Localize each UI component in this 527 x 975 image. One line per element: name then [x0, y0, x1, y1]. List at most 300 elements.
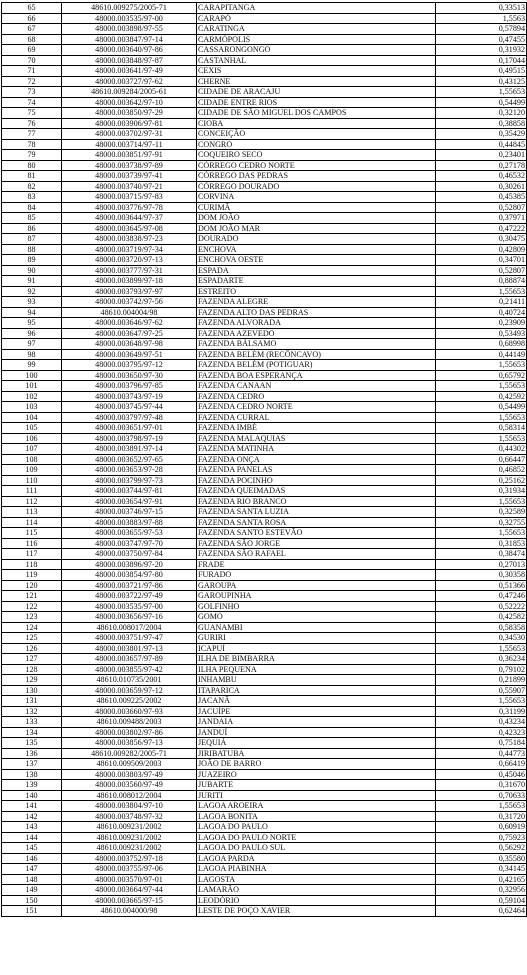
- row-number: 99: [2, 360, 62, 371]
- table-row: [2, 811, 527, 822]
- index-value: 0,31199: [436, 706, 527, 717]
- process-number: 48000.003722/97-49: [62, 591, 197, 602]
- process-number: 48000.003748/97-32: [62, 811, 197, 822]
- index-value: 0,30261: [436, 181, 527, 192]
- index-value: 0,32755: [436, 517, 527, 528]
- process-number: 48000.003535/97-00: [62, 601, 197, 612]
- process-number: 48000.003715/97-83: [62, 192, 197, 203]
- field-name: ESTREITO: [197, 286, 436, 297]
- table-row: [2, 685, 527, 696]
- process-number: 48000.003535/97-00: [62, 13, 197, 24]
- index-value: 0,44773: [436, 748, 527, 759]
- row-number: 114: [2, 517, 62, 528]
- index-value: 0,52222: [436, 601, 527, 612]
- index-value: 1,55653: [436, 381, 527, 392]
- row-number: 74: [2, 97, 62, 108]
- index-value: 0,31853: [436, 538, 527, 549]
- process-number: 48000.003850/97-29: [62, 108, 197, 119]
- row-number: 96: [2, 328, 62, 339]
- table-row: [2, 360, 527, 371]
- oil-field-table: [1, 2, 527, 917]
- process-number: 48000.003727/97-62: [62, 76, 197, 87]
- table-row: [2, 328, 527, 339]
- table-row: [2, 3, 527, 14]
- index-value: 0,38474: [436, 549, 527, 560]
- index-value: 0,62464: [436, 906, 527, 917]
- index-value: 0,35429: [436, 129, 527, 140]
- index-value: 0,37971: [436, 213, 527, 224]
- row-number: 137: [2, 759, 62, 770]
- table-row: [2, 192, 527, 203]
- field-name: GAROUPA: [197, 580, 436, 591]
- table-row: [2, 129, 527, 140]
- field-name: FAZENDA SÃO RAFAEL: [197, 549, 436, 560]
- process-number: 48000.003702/97-31: [62, 129, 197, 140]
- process-number: 48000.003660/97-93: [62, 706, 197, 717]
- process-number: 48610.004000/98: [62, 906, 197, 917]
- index-value: 0,21899: [436, 675, 527, 686]
- row-number: 125: [2, 633, 62, 644]
- field-name: ESPADA: [197, 265, 436, 276]
- process-number: 48000.003742/97-56: [62, 297, 197, 308]
- row-number: 112: [2, 496, 62, 507]
- field-name: FAZENDA SÃO JORGE: [197, 538, 436, 549]
- row-number: 142: [2, 811, 62, 822]
- table-row: [2, 265, 527, 276]
- field-name: ITAPARICA: [197, 685, 436, 696]
- field-name: INHAMBU: [197, 675, 436, 686]
- process-number: 48000.003803/97-49: [62, 769, 197, 780]
- field-name: CARMÓPOLIS: [197, 34, 436, 45]
- table-row: [2, 832, 527, 843]
- row-number: 130: [2, 685, 62, 696]
- table-row: [2, 643, 527, 654]
- field-name: JACUÍPE: [197, 706, 436, 717]
- field-name: FURADO: [197, 570, 436, 581]
- index-value: 0,30475: [436, 234, 527, 245]
- index-value: 0,34530: [436, 633, 527, 644]
- table-row: [2, 591, 527, 602]
- index-value: 0,38858: [436, 118, 527, 129]
- process-number: 48000.003664/97-44: [62, 885, 197, 896]
- field-name: FAZENDA BÁLSAMO: [197, 339, 436, 350]
- field-name: GAROUPINHA: [197, 591, 436, 602]
- index-value: 0,66419: [436, 759, 527, 770]
- index-value: 0,31932: [436, 45, 527, 56]
- process-number: 48610.009225/2002: [62, 696, 197, 707]
- process-number: 48000.003750/97-84: [62, 549, 197, 560]
- process-number: 48000.003720/97-13: [62, 255, 197, 266]
- process-number: 48000.003752/97-18: [62, 853, 197, 864]
- index-value: 0,40724: [436, 307, 527, 318]
- field-name: CIDADE DE SÃO MIGUEL DOS CAMPOS: [197, 108, 436, 119]
- process-number: 48000.003899/97-18: [62, 276, 197, 287]
- index-value: 0,49515: [436, 66, 527, 77]
- field-name: FAZENDA ALVORADA: [197, 318, 436, 329]
- process-number: 48000.003838/97-23: [62, 234, 197, 245]
- index-value: 0,65792: [436, 370, 527, 381]
- index-value: 1,55653: [436, 643, 527, 654]
- index-value: 0,17044: [436, 55, 527, 66]
- index-value: 0,88874: [436, 276, 527, 287]
- process-number: 48000.003560/97-49: [62, 780, 197, 791]
- row-number: 66: [2, 13, 62, 24]
- field-name: LAGOA PARDA: [197, 853, 436, 864]
- field-name: FAZENDA PANELAS: [197, 465, 436, 476]
- index-value: 0,66447: [436, 454, 527, 465]
- process-number: 48000.003641/97-49: [62, 66, 197, 77]
- table-row: [2, 885, 527, 896]
- table-row: [2, 664, 527, 675]
- table-row: [2, 717, 527, 728]
- field-name: DOM JOÃO MAR: [197, 223, 436, 234]
- index-value: 0,46852: [436, 465, 527, 476]
- table-row: [2, 748, 527, 759]
- process-number: 48000.003891/97-14: [62, 444, 197, 455]
- table-row: [2, 654, 527, 665]
- field-name: ESPADARTE: [197, 276, 436, 287]
- table-row: [2, 34, 527, 45]
- table-row: [2, 202, 527, 213]
- index-value: 0,52807: [436, 265, 527, 276]
- row-number: 122: [2, 601, 62, 612]
- table-row: [2, 349, 527, 360]
- index-value: 0,34701: [436, 255, 527, 266]
- table-row: [2, 475, 527, 486]
- row-number: 134: [2, 727, 62, 738]
- process-number: 48000.003777/97-31: [62, 265, 197, 276]
- process-number: 48000.003665/97-15: [62, 895, 197, 906]
- table-row: [2, 633, 527, 644]
- process-number: 48000.003739/97-41: [62, 171, 197, 182]
- index-value: 0,44149: [436, 349, 527, 360]
- row-number: 120: [2, 580, 62, 591]
- row-number: 94: [2, 307, 62, 318]
- row-number: 75: [2, 108, 62, 119]
- table-row: [2, 790, 527, 801]
- field-name: LAGOSTA: [197, 874, 436, 885]
- index-value: 1,55653: [436, 528, 527, 539]
- process-number: 48000.003801/97-13: [62, 643, 197, 654]
- process-number: 48000.003719/97-34: [62, 244, 197, 255]
- row-number: 110: [2, 475, 62, 486]
- table-row: [2, 507, 527, 518]
- index-value: 0,42592: [436, 391, 527, 402]
- index-value: 0,75184: [436, 738, 527, 749]
- table-row: [2, 843, 527, 854]
- table-row: [2, 769, 527, 780]
- row-number: 72: [2, 76, 62, 87]
- index-value: 0,21411: [436, 297, 527, 308]
- row-number: 104: [2, 412, 62, 423]
- index-value: 0,70633: [436, 790, 527, 801]
- process-number: 48000.003746/97-15: [62, 507, 197, 518]
- process-number: 48000.003640/97-86: [62, 45, 197, 56]
- table-row: [2, 286, 527, 297]
- process-number: 48000.003744/97-81: [62, 486, 197, 497]
- index-value: 0,42165: [436, 874, 527, 885]
- process-number: 48000.003855/97-42: [62, 664, 197, 675]
- field-name: LAGOA DO PAULO NORTE: [197, 832, 436, 843]
- field-name: FAZENDA CEDRO NORTE: [197, 402, 436, 413]
- field-name: CÓRREGO DOURADO: [197, 181, 436, 192]
- table-row: [2, 601, 527, 612]
- table-row: [2, 612, 527, 623]
- process-number: 48000.003896/97-20: [62, 559, 197, 570]
- field-name: FAZENDA SANTA LUZIA: [197, 507, 436, 518]
- index-value: 0,31670: [436, 780, 527, 791]
- row-number: 70: [2, 55, 62, 66]
- process-number: 48000.003645/97-08: [62, 223, 197, 234]
- index-value: 0,31720: [436, 811, 527, 822]
- process-number: 48610.009488/2003: [62, 717, 197, 728]
- row-number: 88: [2, 244, 62, 255]
- row-number: 107: [2, 444, 62, 455]
- index-value: 0,45046: [436, 769, 527, 780]
- process-number: 48000.003854/97-80: [62, 570, 197, 581]
- row-number: 76: [2, 118, 62, 129]
- index-value: 0,36234: [436, 654, 527, 665]
- index-value: 0,44302: [436, 444, 527, 455]
- row-number: 83: [2, 192, 62, 203]
- row-number: 141: [2, 801, 62, 812]
- field-name: LAGOA DO PAULO: [197, 822, 436, 833]
- process-number: 48000.003751/97-47: [62, 633, 197, 644]
- row-number: 89: [2, 255, 62, 266]
- field-name: FAZENDA ALEGRE: [197, 297, 436, 308]
- process-number: 48610.008012/2004: [62, 790, 197, 801]
- row-number: 67: [2, 24, 62, 35]
- index-value: 0,30358: [436, 570, 527, 581]
- field-name: FAZENDA BOA ESPERANÇA: [197, 370, 436, 381]
- row-number: 91: [2, 276, 62, 287]
- row-number: 103: [2, 402, 62, 413]
- field-name: GURIRI: [197, 633, 436, 644]
- row-number: 97: [2, 339, 62, 350]
- row-number: 129: [2, 675, 62, 686]
- table-row: [2, 307, 527, 318]
- row-number: 138: [2, 769, 62, 780]
- field-name: FAZENDA SANTA ROSA: [197, 517, 436, 528]
- table-row: [2, 423, 527, 434]
- process-number: 48610.009509/2003: [62, 759, 197, 770]
- table-row: [2, 13, 527, 24]
- row-number: 149: [2, 885, 62, 896]
- process-number: 48000.003648/97-98: [62, 339, 197, 350]
- field-name: ILHA DE BIMBARRA: [197, 654, 436, 665]
- index-value: 0,33513: [436, 3, 527, 14]
- field-name: FAZENDA AZEVEDO: [197, 328, 436, 339]
- field-name: JUBARTE: [197, 780, 436, 791]
- index-value: 0,27178: [436, 160, 527, 171]
- field-name: FAZENDA BELÉM (RECÔNCAVO): [197, 349, 436, 360]
- table-row: [2, 276, 527, 287]
- process-number: 48610.010735/2001: [62, 675, 197, 686]
- table-row: [2, 55, 527, 66]
- row-number: 101: [2, 381, 62, 392]
- field-name: LAGOA AROEIRA: [197, 801, 436, 812]
- table-row: [2, 24, 527, 35]
- row-number: 124: [2, 622, 62, 633]
- table-row: [2, 759, 527, 770]
- field-name: FAZENDA IMBÉ: [197, 423, 436, 434]
- field-name: CEXIS: [197, 66, 436, 77]
- field-name: JUAZEIRO: [197, 769, 436, 780]
- table-row: [2, 412, 527, 423]
- row-number: 132: [2, 706, 62, 717]
- field-name: JANDAIA: [197, 717, 436, 728]
- field-name: CARAPITANGA: [197, 3, 436, 14]
- row-number: 109: [2, 465, 62, 476]
- index-value: 0,46532: [436, 171, 527, 182]
- field-name: GOLFINHO: [197, 601, 436, 612]
- table-row: [2, 853, 527, 864]
- process-number: 48000.003654/97-91: [62, 496, 197, 507]
- row-number: 133: [2, 717, 62, 728]
- row-number: 145: [2, 843, 62, 854]
- field-name: LEODÓRIO: [197, 895, 436, 906]
- field-name: CÓRREGO CEDRO NORTE: [197, 160, 436, 171]
- row-number: 146: [2, 853, 62, 864]
- process-number: 48000.003656/97-16: [62, 612, 197, 623]
- row-number: 80: [2, 160, 62, 171]
- field-name: JIRIBATUBA: [197, 748, 436, 759]
- field-name: CONCEIÇÃO: [197, 129, 436, 140]
- process-number: 48000.003646/97-62: [62, 318, 197, 329]
- row-number: 147: [2, 864, 62, 875]
- index-value: 1,55653: [436, 496, 527, 507]
- row-number: 85: [2, 213, 62, 224]
- process-number: 48000.003659/97-12: [62, 685, 197, 696]
- field-name: FAZENDA BELÉM (POTIGUAR): [197, 360, 436, 371]
- process-number: 48000.003851/97-91: [62, 150, 197, 161]
- table-row: [2, 76, 527, 87]
- row-number: 78: [2, 139, 62, 150]
- field-name: LAGOA DO PAULO SUL: [197, 843, 436, 854]
- row-number: 148: [2, 874, 62, 885]
- field-name: FAZENDA CEDRO: [197, 391, 436, 402]
- process-number: 48000.003793/97-97: [62, 286, 197, 297]
- process-number: 48000.003799/97-73: [62, 475, 197, 486]
- row-number: 131: [2, 696, 62, 707]
- field-name: FAZENDA ONÇA: [197, 454, 436, 465]
- table-row: [2, 906, 527, 917]
- process-number: 48000.003883/97-88: [62, 517, 197, 528]
- field-name: CIDADE ENTRE RIOS: [197, 97, 436, 108]
- process-number: 48000.003652/97-65: [62, 454, 197, 465]
- index-value: 0,57894: [436, 24, 527, 35]
- process-number: 48000.003802/97-86: [62, 727, 197, 738]
- process-number: 48610.009231/2002: [62, 822, 197, 833]
- table-row: [2, 370, 527, 381]
- row-number: 123: [2, 612, 62, 623]
- process-number: 48000.003657/97-89: [62, 654, 197, 665]
- index-value: 0,59104: [436, 895, 527, 906]
- field-name: JEQUIÁ: [197, 738, 436, 749]
- table-body: [2, 3, 527, 917]
- row-number: 79: [2, 150, 62, 161]
- field-name: LAGOA PIABINHA: [197, 864, 436, 875]
- field-name: GOMO: [197, 612, 436, 623]
- row-number: 115: [2, 528, 62, 539]
- index-value: 0,79102: [436, 664, 527, 675]
- table-row: [2, 391, 527, 402]
- index-value: 1,55653: [436, 360, 527, 371]
- row-number: 68: [2, 34, 62, 45]
- row-number: 116: [2, 538, 62, 549]
- row-number: 65: [2, 3, 62, 14]
- table-row: [2, 738, 527, 749]
- index-value: 0,58358: [436, 622, 527, 633]
- table-row: [2, 118, 527, 129]
- table-row: [2, 150, 527, 161]
- row-number: 150: [2, 895, 62, 906]
- process-number: 48000.003649/97-51: [62, 349, 197, 360]
- table-row: [2, 675, 527, 686]
- index-value: 0,44845: [436, 139, 527, 150]
- field-name: CARATINGA: [197, 24, 436, 35]
- index-value: 0,42323: [436, 727, 527, 738]
- index-value: 0,32589: [436, 507, 527, 518]
- field-name: FAZENDA QUEIMADAS: [197, 486, 436, 497]
- table-row: [2, 433, 527, 444]
- row-number: 87: [2, 234, 62, 245]
- table-row: [2, 895, 527, 906]
- process-number: 48610.009284/2005-61: [62, 87, 197, 98]
- field-name: DOM JOÃO: [197, 213, 436, 224]
- table-row: [2, 444, 527, 455]
- table-row: [2, 696, 527, 707]
- index-value: 1,55653: [436, 433, 527, 444]
- process-number: 48610.009275/2005-71: [62, 3, 197, 14]
- row-number: 108: [2, 454, 62, 465]
- table-row: [2, 108, 527, 119]
- process-number: 48000.003745/97-44: [62, 402, 197, 413]
- row-number: 121: [2, 591, 62, 602]
- table-row: [2, 517, 527, 528]
- process-number: 48000.003776/97-78: [62, 202, 197, 213]
- table-row: [2, 66, 527, 77]
- table-row: [2, 223, 527, 234]
- table-row: [2, 318, 527, 329]
- row-number: 139: [2, 780, 62, 791]
- index-value: 0,51366: [436, 580, 527, 591]
- table-row: [2, 570, 527, 581]
- process-number: 48000.003650/97-30: [62, 370, 197, 381]
- table-row: [2, 402, 527, 413]
- table-row: [2, 559, 527, 570]
- row-number: 98: [2, 349, 62, 360]
- process-number: 48000.003898/97-55: [62, 24, 197, 35]
- row-number: 84: [2, 202, 62, 213]
- process-number: 48000.003721/97-86: [62, 580, 197, 591]
- table-row: [2, 139, 527, 150]
- index-value: 0,27013: [436, 559, 527, 570]
- index-value: 0,31934: [436, 486, 527, 497]
- process-number: 48000.003804/97-10: [62, 801, 197, 812]
- process-number: 48000.003848/97-87: [62, 55, 197, 66]
- row-number: 128: [2, 664, 62, 675]
- row-number: 102: [2, 391, 62, 402]
- row-number: 118: [2, 559, 62, 570]
- index-value: 0,58314: [436, 423, 527, 434]
- process-number: 48000.003644/97-37: [62, 213, 197, 224]
- index-value: 0,47455: [436, 34, 527, 45]
- index-value: 0,35580: [436, 853, 527, 864]
- field-name: FAZENDA POCINHO: [197, 475, 436, 486]
- index-value: 0,52807: [436, 202, 527, 213]
- process-number: 48000.003655/97-53: [62, 528, 197, 539]
